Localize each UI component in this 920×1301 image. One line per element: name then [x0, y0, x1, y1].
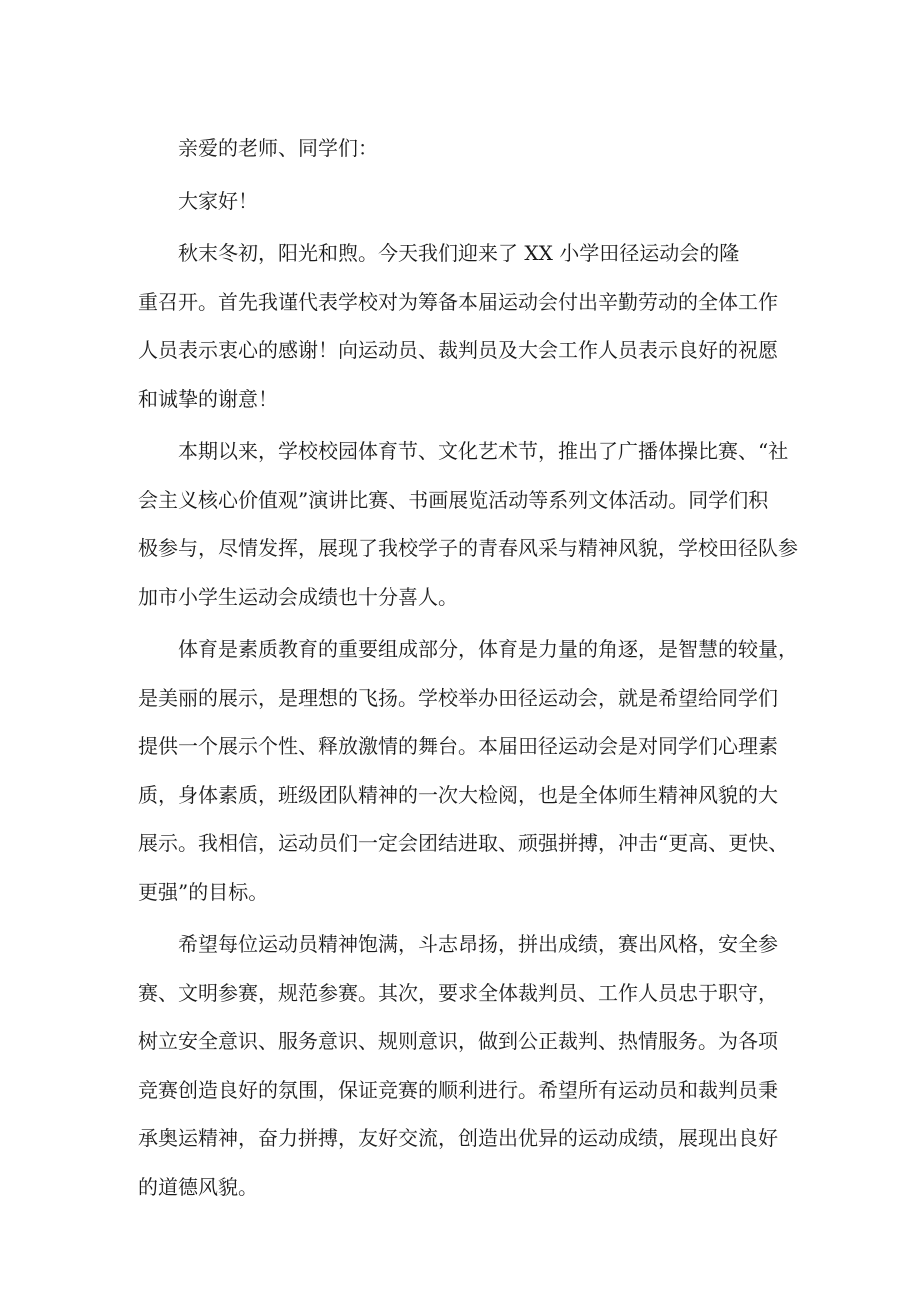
paragraph-line: 更强”的目标。	[138, 879, 269, 904]
paragraph-line: 会主义核心价值观”演讲比赛、书画展览活动等系列文体活动。同学们积	[138, 487, 769, 512]
paragraph-line: 的道德风貌。	[138, 1174, 258, 1199]
paragraph-line: 本期以来，学校校园体育节、文化艺术节，推出了广播体操比赛、“社	[178, 439, 789, 463]
paragraph-line: 竞赛创造良好的氛围，保证竞赛的顺利进行。希望所有运动员和裁判员秉	[138, 1077, 778, 1102]
paragraph-line: 和诚挚的谢意！	[138, 386, 278, 411]
greeting	[138, 177, 788, 226]
paragraph-line: 极参与，尽情发挥，展现了我校学子的青春风采与精神风貌，学校田径队参	[138, 536, 798, 560]
document-body	[138, 124, 798, 1215]
paragraph-line: 希望每位运动员精神饱满，斗志昂扬，拼出成绩，赛出风格，安全参	[178, 932, 778, 956]
salutation-text: 亲爱的老师、同学们：	[178, 136, 378, 160]
paragraph-sports-education	[138, 625, 798, 916]
paragraph-line: 树立安全意识、服务意识、规则意识，做到公正裁判、热情服务。为各项	[138, 1029, 778, 1053]
greeting-text: 大家好！	[178, 188, 258, 213]
paragraph-line: 展示。我相信，运动员们一定会团结进取、顽强拼搏，冲击“更高、更快、	[138, 831, 789, 855]
paragraph-line: 秋末冬初，阳光和煦。今天我们迎来了 XX 小学田径运动会的隆	[178, 241, 740, 265]
paragraph-line: 体育是素质教育的重要组成部分，体育是力量的角逐，是智慧的较量，	[178, 637, 798, 661]
paragraph-activities	[138, 427, 798, 621]
paragraph-expectations	[138, 920, 788, 1211]
paragraph-line: 赛、文明参赛，规范参赛。其次，要求全体裁判员、工作人员忠于职守，	[138, 980, 778, 1005]
paragraph-line: 提供一个展示个性、释放激情的舞台。本届田径运动会是对同学们心理素	[138, 734, 778, 758]
paragraph-line: 质，身体素质，班级团队精神的一次大检阅，也是全体师生精神风貌的大	[138, 782, 778, 807]
paragraph-line: 重召开。首先我谨代表学校对为筹备本届运动会付出辛勤劳动的全体工作	[138, 289, 778, 314]
salutation	[138, 124, 788, 173]
paragraph-opening	[138, 229, 788, 423]
paragraph-line: 加市小学生运动会成绩也十分喜人。	[138, 584, 458, 609]
paragraph-line: 是美丽的展示，是理想的飞扬。学校举办田径运动会，就是希望给同学们	[138, 685, 778, 710]
paragraph-line: 人员表示衷心的感谢！向运动员、裁判员及大会工作人员表示良好的祝愿	[138, 338, 778, 362]
paragraph-line: 承奥运精神，奋力拼搏，友好交流，创造出优异的运动成绩，展现出良好	[138, 1126, 778, 1150]
